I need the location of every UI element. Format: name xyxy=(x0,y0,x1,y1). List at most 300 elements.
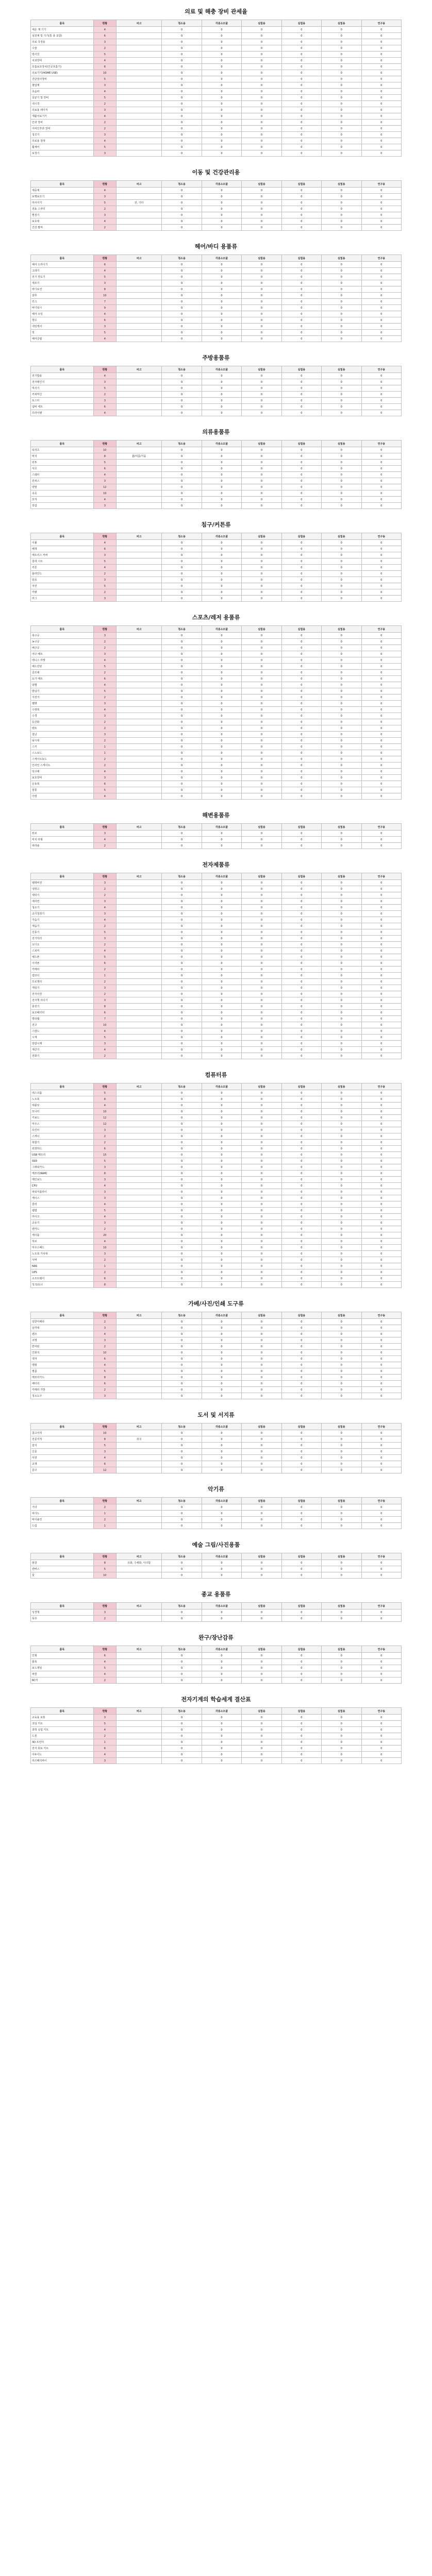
section-title: 가베/사진/인쇄 도구류 xyxy=(188,1300,244,1307)
item-value: 0 xyxy=(281,985,321,991)
item-value: 0 xyxy=(162,70,202,76)
item-value: 0 xyxy=(242,490,281,497)
item-value: 0 xyxy=(202,565,241,571)
item-value: 0 xyxy=(202,1665,241,1671)
item-value: 0 xyxy=(361,707,402,713)
item-value: 0 xyxy=(202,1653,241,1659)
item-value: 0 xyxy=(322,973,361,979)
item-value: 0 xyxy=(281,206,321,212)
item-value: 0 xyxy=(322,633,361,639)
table-row xyxy=(31,769,402,775)
item-value: 0 xyxy=(322,682,361,688)
item-value: 0 xyxy=(322,398,361,404)
item-note xyxy=(116,942,161,948)
item-name: 전자레인지 xyxy=(31,379,94,385)
data-table xyxy=(30,1553,402,1579)
item-value: 0 xyxy=(162,756,202,762)
item-value: 0 xyxy=(242,120,281,126)
section-title: 악기류 xyxy=(208,1486,224,1493)
item-note xyxy=(116,503,161,509)
table-row xyxy=(31,392,402,398)
item-value: 0 xyxy=(361,1727,402,1733)
item-value: 0 xyxy=(202,101,241,107)
item-quantity: 6 xyxy=(93,1146,116,1152)
item-value: 0 xyxy=(322,1004,361,1010)
item-quantity: 4 xyxy=(93,1727,116,1733)
column-header: 비고 xyxy=(116,366,161,373)
item-value: 0 xyxy=(361,1010,402,1016)
table-row xyxy=(31,503,402,509)
table-row xyxy=(31,299,402,305)
item-value: 0 xyxy=(361,1752,402,1758)
column-header: 실험용 xyxy=(242,181,281,188)
item-value: 0 xyxy=(202,1189,241,1195)
item-value: 0 xyxy=(281,1041,321,1047)
table-row xyxy=(31,917,402,923)
item-quantity: 3 xyxy=(93,398,116,404)
item-quantity: 4 xyxy=(93,113,116,120)
item-value: 0 xyxy=(202,954,241,960)
table-row xyxy=(31,1677,402,1684)
item-note xyxy=(116,1251,161,1257)
column-header: 품목 xyxy=(31,1553,94,1560)
item-value: 0 xyxy=(322,781,361,787)
item-quantity: 3 xyxy=(93,379,116,385)
item-value: 0 xyxy=(242,1443,281,1449)
item-note xyxy=(116,892,161,899)
item-value: 0 xyxy=(281,385,321,392)
item-value: 0 xyxy=(202,1282,241,1288)
item-value: 0 xyxy=(322,1375,361,1381)
item-value: 0 xyxy=(202,1226,241,1232)
item-quantity: 3 xyxy=(93,1177,116,1183)
item-name: 베개 xyxy=(31,546,94,552)
item-quantity: 5 xyxy=(93,1035,116,1041)
item-value: 0 xyxy=(162,589,202,596)
item-name: 향수 xyxy=(31,317,94,324)
item-value: 0 xyxy=(281,1239,321,1245)
table-row xyxy=(31,317,402,324)
item-name: 묵주 xyxy=(31,1616,94,1622)
item-note xyxy=(116,1381,161,1387)
item-value: 0 xyxy=(361,1653,402,1659)
item-value: 0 xyxy=(322,218,361,225)
item-value: 0 xyxy=(281,558,321,565)
item-quantity: 5 xyxy=(93,1208,116,1214)
item-value: 0 xyxy=(162,1152,202,1158)
item-note xyxy=(116,886,161,892)
item-value: 0 xyxy=(361,206,402,212)
item-value: 0 xyxy=(281,1220,321,1226)
item-quantity: 2 xyxy=(93,206,116,212)
item-value: 0 xyxy=(202,460,241,466)
column-header: 현황 xyxy=(93,440,116,447)
item-quantity: 4 xyxy=(93,1362,116,1368)
item-value: 0 xyxy=(162,503,202,509)
table-header-row xyxy=(31,533,402,540)
item-value: 0 xyxy=(202,317,241,324)
item-value: 0 xyxy=(242,1739,281,1745)
column-header: 연구용 xyxy=(361,1312,402,1319)
table-row xyxy=(31,967,402,973)
table-row xyxy=(31,1109,402,1115)
item-value: 0 xyxy=(281,58,321,64)
item-quantity: 4 xyxy=(93,58,116,64)
table-row xyxy=(31,379,402,385)
item-name: 배드민턴 xyxy=(31,664,94,670)
item-name: 전기밥솥 xyxy=(31,373,94,379)
column-header: 각종소모품 xyxy=(202,181,241,188)
item-value: 0 xyxy=(242,1239,281,1245)
item-note xyxy=(116,293,161,299)
column-header: 품목 xyxy=(31,181,94,188)
item-value: 0 xyxy=(162,460,202,466)
item-note xyxy=(116,682,161,688)
column-header: 품목 xyxy=(31,1312,94,1319)
item-name: SSD xyxy=(31,1158,94,1164)
item-value: 0 xyxy=(162,1517,202,1523)
item-value: 0 xyxy=(361,571,402,577)
item-value: 0 xyxy=(202,571,241,577)
item-value: 0 xyxy=(322,324,361,330)
item-name: 삼각대 xyxy=(31,1325,94,1331)
item-quantity: 2 xyxy=(93,1344,116,1350)
column-header: 청소용 xyxy=(162,20,202,27)
item-quantity: 4 xyxy=(93,311,116,317)
item-value: 0 xyxy=(361,738,402,744)
item-note xyxy=(116,991,161,997)
item-note xyxy=(116,837,161,843)
item-value: 0 xyxy=(242,1146,281,1152)
item-value: 0 xyxy=(162,936,202,942)
item-name: 전기 면도기 xyxy=(31,274,94,280)
item-value: 0 xyxy=(242,1566,281,1572)
section-title: 헤어/바디 용품류 xyxy=(194,243,238,250)
item-value: 0 xyxy=(322,880,361,886)
item-note: 외국 xyxy=(116,1436,161,1443)
item-value: 0 xyxy=(322,843,361,849)
item-value: 0 xyxy=(361,1127,402,1133)
item-value: 0 xyxy=(322,1158,361,1164)
item-value: 0 xyxy=(202,540,241,546)
column-header: 실험용 xyxy=(281,1603,321,1609)
item-value: 0 xyxy=(162,596,202,602)
item-quantity: 12 xyxy=(93,1115,116,1121)
table-row xyxy=(31,750,402,756)
item-name: 액자 xyxy=(31,1356,94,1362)
item-value: 0 xyxy=(361,583,402,589)
item-name: 헤어 오일 xyxy=(31,311,94,317)
item-value: 0 xyxy=(322,385,361,392)
item-value: 0 xyxy=(162,676,202,682)
item-value: 0 xyxy=(162,144,202,150)
item-value: 0 xyxy=(361,1028,402,1035)
item-note xyxy=(116,645,161,651)
item-name: 재활치료기기 xyxy=(31,113,94,120)
item-value: 0 xyxy=(202,725,241,732)
item-value: 0 xyxy=(242,583,281,589)
item-note xyxy=(116,552,161,558)
item-note xyxy=(116,1239,161,1245)
table-row xyxy=(31,1022,402,1028)
item-name: 블라인드 xyxy=(31,571,94,577)
item-quantity: 6 xyxy=(93,404,116,410)
item-value: 0 xyxy=(162,905,202,911)
item-value: 0 xyxy=(162,410,202,416)
item-note xyxy=(116,398,161,404)
item-value: 0 xyxy=(322,1189,361,1195)
table-header-row xyxy=(31,255,402,262)
column-header: 실험용 xyxy=(322,1312,361,1319)
item-value: 0 xyxy=(361,410,402,416)
item-value: 0 xyxy=(281,1263,321,1269)
item-name: 바디워시 xyxy=(31,305,94,311)
table-header-row xyxy=(31,20,402,27)
item-value: 0 xyxy=(162,1609,202,1616)
item-value: 0 xyxy=(281,694,321,701)
item-name: 골프채 xyxy=(31,670,94,676)
item-value: 0 xyxy=(322,1350,361,1356)
item-name: 헤드폰 xyxy=(31,954,94,960)
item-note xyxy=(116,33,161,39)
item-value: 0 xyxy=(162,917,202,923)
item-value: 0 xyxy=(242,1245,281,1251)
item-value: 0 xyxy=(361,719,402,725)
item-value: 0 xyxy=(361,274,402,280)
item-value: 0 xyxy=(361,144,402,150)
item-value: 0 xyxy=(202,392,241,398)
item-value: 0 xyxy=(242,1504,281,1511)
item-name: 요가 매트 xyxy=(31,676,94,682)
item-value: 0 xyxy=(202,126,241,132)
item-value: 0 xyxy=(242,311,281,317)
item-value: 0 xyxy=(281,886,321,892)
column-header: 청소용 xyxy=(162,1083,202,1090)
item-value: 0 xyxy=(202,1677,241,1684)
item-value: 0 xyxy=(322,1035,361,1041)
item-value: 0 xyxy=(162,1560,202,1566)
item-value: 0 xyxy=(202,831,241,837)
item-name: 원피스 xyxy=(31,478,94,484)
item-value: 0 xyxy=(361,1257,402,1263)
item-value: 0 xyxy=(361,1671,402,1677)
item-value: 0 xyxy=(242,447,281,453)
item-value: 0 xyxy=(281,781,321,787)
item-quantity: 2 xyxy=(93,892,116,899)
item-value: 0 xyxy=(281,1733,321,1739)
item-value: 0 xyxy=(281,150,321,157)
column-header: 비고 xyxy=(116,873,161,880)
table-row xyxy=(31,1566,402,1572)
item-value: 0 xyxy=(281,1090,321,1096)
item-value: 0 xyxy=(242,1022,281,1028)
item-value: 0 xyxy=(361,936,402,942)
item-quantity: 2 xyxy=(93,1257,116,1263)
item-value: 0 xyxy=(322,206,361,212)
table-row xyxy=(31,1325,402,1331)
item-value: 0 xyxy=(322,948,361,954)
item-value: 0 xyxy=(202,1368,241,1375)
item-note xyxy=(116,688,161,694)
item-value: 0 xyxy=(281,701,321,707)
table-row xyxy=(31,82,402,89)
item-value: 0 xyxy=(322,39,361,45)
item-value: 0 xyxy=(322,1671,361,1677)
item-value: 0 xyxy=(281,305,321,311)
item-value: 0 xyxy=(202,447,241,453)
item-value: 0 xyxy=(162,979,202,985)
item-value: 0 xyxy=(242,497,281,503)
item-value: 0 xyxy=(322,126,361,132)
item-quantity: 3 xyxy=(93,775,116,781)
column-header: 비고 xyxy=(116,1646,161,1653)
item-name: 수경 xyxy=(31,713,94,719)
item-value: 0 xyxy=(162,1356,202,1362)
column-header: 청소용 xyxy=(162,1603,202,1609)
item-value: 0 xyxy=(242,89,281,95)
table-row xyxy=(31,1282,402,1288)
item-value: 0 xyxy=(242,670,281,676)
item-value: 0 xyxy=(322,991,361,997)
item-note xyxy=(116,1745,161,1752)
item-name: 게임기 xyxy=(31,985,94,991)
item-value: 0 xyxy=(322,1511,361,1517)
table-row xyxy=(31,929,402,936)
item-value: 0 xyxy=(361,787,402,793)
item-note xyxy=(116,404,161,410)
item-quantity: 4 xyxy=(93,373,116,379)
item-value: 0 xyxy=(202,453,241,460)
column-header: 연구용 xyxy=(361,1498,402,1504)
item-note xyxy=(116,713,161,719)
item-name: 마우스패드 xyxy=(31,1245,94,1251)
item-value: 0 xyxy=(281,787,321,793)
item-value: 0 xyxy=(361,1016,402,1022)
item-value: 0 xyxy=(281,1214,321,1220)
item-value: 0 xyxy=(242,262,281,268)
column-header: 연구용 xyxy=(361,1603,402,1609)
item-name: 쿠션 xyxy=(31,583,94,589)
item-value: 0 xyxy=(202,1183,241,1189)
item-value: 0 xyxy=(162,379,202,385)
item-value: 0 xyxy=(361,837,402,843)
item-value: 0 xyxy=(242,664,281,670)
item-value: 0 xyxy=(242,738,281,744)
item-value: 0 xyxy=(202,39,241,45)
item-value: 0 xyxy=(361,107,402,113)
item-value: 0 xyxy=(242,1115,281,1121)
item-value: 0 xyxy=(281,979,321,985)
item-quantity: 3 xyxy=(93,713,116,719)
item-value: 0 xyxy=(281,280,321,286)
item-name: 이비인후과 장비 xyxy=(31,126,94,132)
item-value: 0 xyxy=(242,1337,281,1344)
table-row xyxy=(31,120,402,126)
item-value: 0 xyxy=(361,1356,402,1362)
item-name: 믹서기 xyxy=(31,385,94,392)
item-value: 0 xyxy=(281,39,321,45)
item-value: 0 xyxy=(242,719,281,725)
item-value: 0 xyxy=(281,1443,321,1449)
column-header: 현황 xyxy=(93,181,116,188)
column-header: 품목 xyxy=(31,533,94,540)
item-value: 0 xyxy=(202,694,241,701)
table-row xyxy=(31,645,402,651)
item-quantity: 2 xyxy=(93,225,116,231)
table-header-row xyxy=(31,1312,402,1319)
item-value: 0 xyxy=(281,1467,321,1473)
table-row xyxy=(31,132,402,138)
table-row xyxy=(31,1226,402,1232)
data-table xyxy=(30,1312,402,1399)
item-value: 0 xyxy=(162,1659,202,1665)
item-quantity: 2 xyxy=(93,719,116,725)
item-value: 0 xyxy=(242,1090,281,1096)
item-value: 0 xyxy=(361,324,402,330)
column-header: 각종소모품 xyxy=(202,626,241,633)
item-note xyxy=(116,1319,161,1325)
item-value: 0 xyxy=(322,1127,361,1133)
item-value: 0 xyxy=(322,1721,361,1727)
item-value: 0 xyxy=(281,936,321,942)
table-row xyxy=(31,540,402,546)
item-value: 0 xyxy=(242,1758,281,1764)
column-header: 실험용 xyxy=(281,181,321,188)
item-name: 공유기 xyxy=(31,1220,94,1226)
item-value: 0 xyxy=(202,1443,241,1449)
item-value: 0 xyxy=(162,150,202,157)
column-header: 실험용 xyxy=(322,873,361,880)
section-title: 의류용품류 xyxy=(202,429,230,435)
item-quantity: 2 xyxy=(93,725,116,732)
item-name: 낚시대 xyxy=(31,738,94,744)
item-value: 0 xyxy=(162,225,202,231)
item-quantity: 2 xyxy=(93,1677,116,1684)
item-quantity: 2 xyxy=(93,1319,116,1325)
item-name: 건강 팔찌 xyxy=(31,225,94,231)
item-value: 0 xyxy=(202,942,241,948)
item-value: 0 xyxy=(322,268,361,274)
item-value: 0 xyxy=(202,1344,241,1350)
item-value: 0 xyxy=(322,1171,361,1177)
table-row xyxy=(31,1028,402,1035)
item-value: 0 xyxy=(322,1467,361,1473)
table-row xyxy=(31,274,402,280)
item-note xyxy=(116,212,161,218)
item-value: 0 xyxy=(281,1721,321,1727)
item-name: 붓 xyxy=(31,1572,94,1579)
item-quantity: 5 xyxy=(93,1158,116,1164)
item-value: 0 xyxy=(322,651,361,657)
table-row xyxy=(31,707,402,713)
table-header-row xyxy=(31,1646,402,1653)
section-title: 도서 및 서지류 xyxy=(197,1412,235,1418)
section-title: 주방용품류 xyxy=(202,354,230,361)
item-name: 참고서적 xyxy=(31,1430,94,1436)
item-value: 0 xyxy=(242,701,281,707)
item-quantity: 6 xyxy=(93,1745,116,1752)
item-value: 0 xyxy=(162,268,202,274)
item-value: 0 xyxy=(281,1103,321,1109)
item-value: 0 xyxy=(361,781,402,787)
item-value: 0 xyxy=(361,1103,402,1109)
item-value: 0 xyxy=(242,1319,281,1325)
item-value: 0 xyxy=(322,775,361,781)
item-quantity: 3 xyxy=(93,324,116,330)
item-value: 0 xyxy=(242,58,281,64)
item-quantity: 4 xyxy=(93,682,116,688)
item-value: 0 xyxy=(202,552,241,558)
